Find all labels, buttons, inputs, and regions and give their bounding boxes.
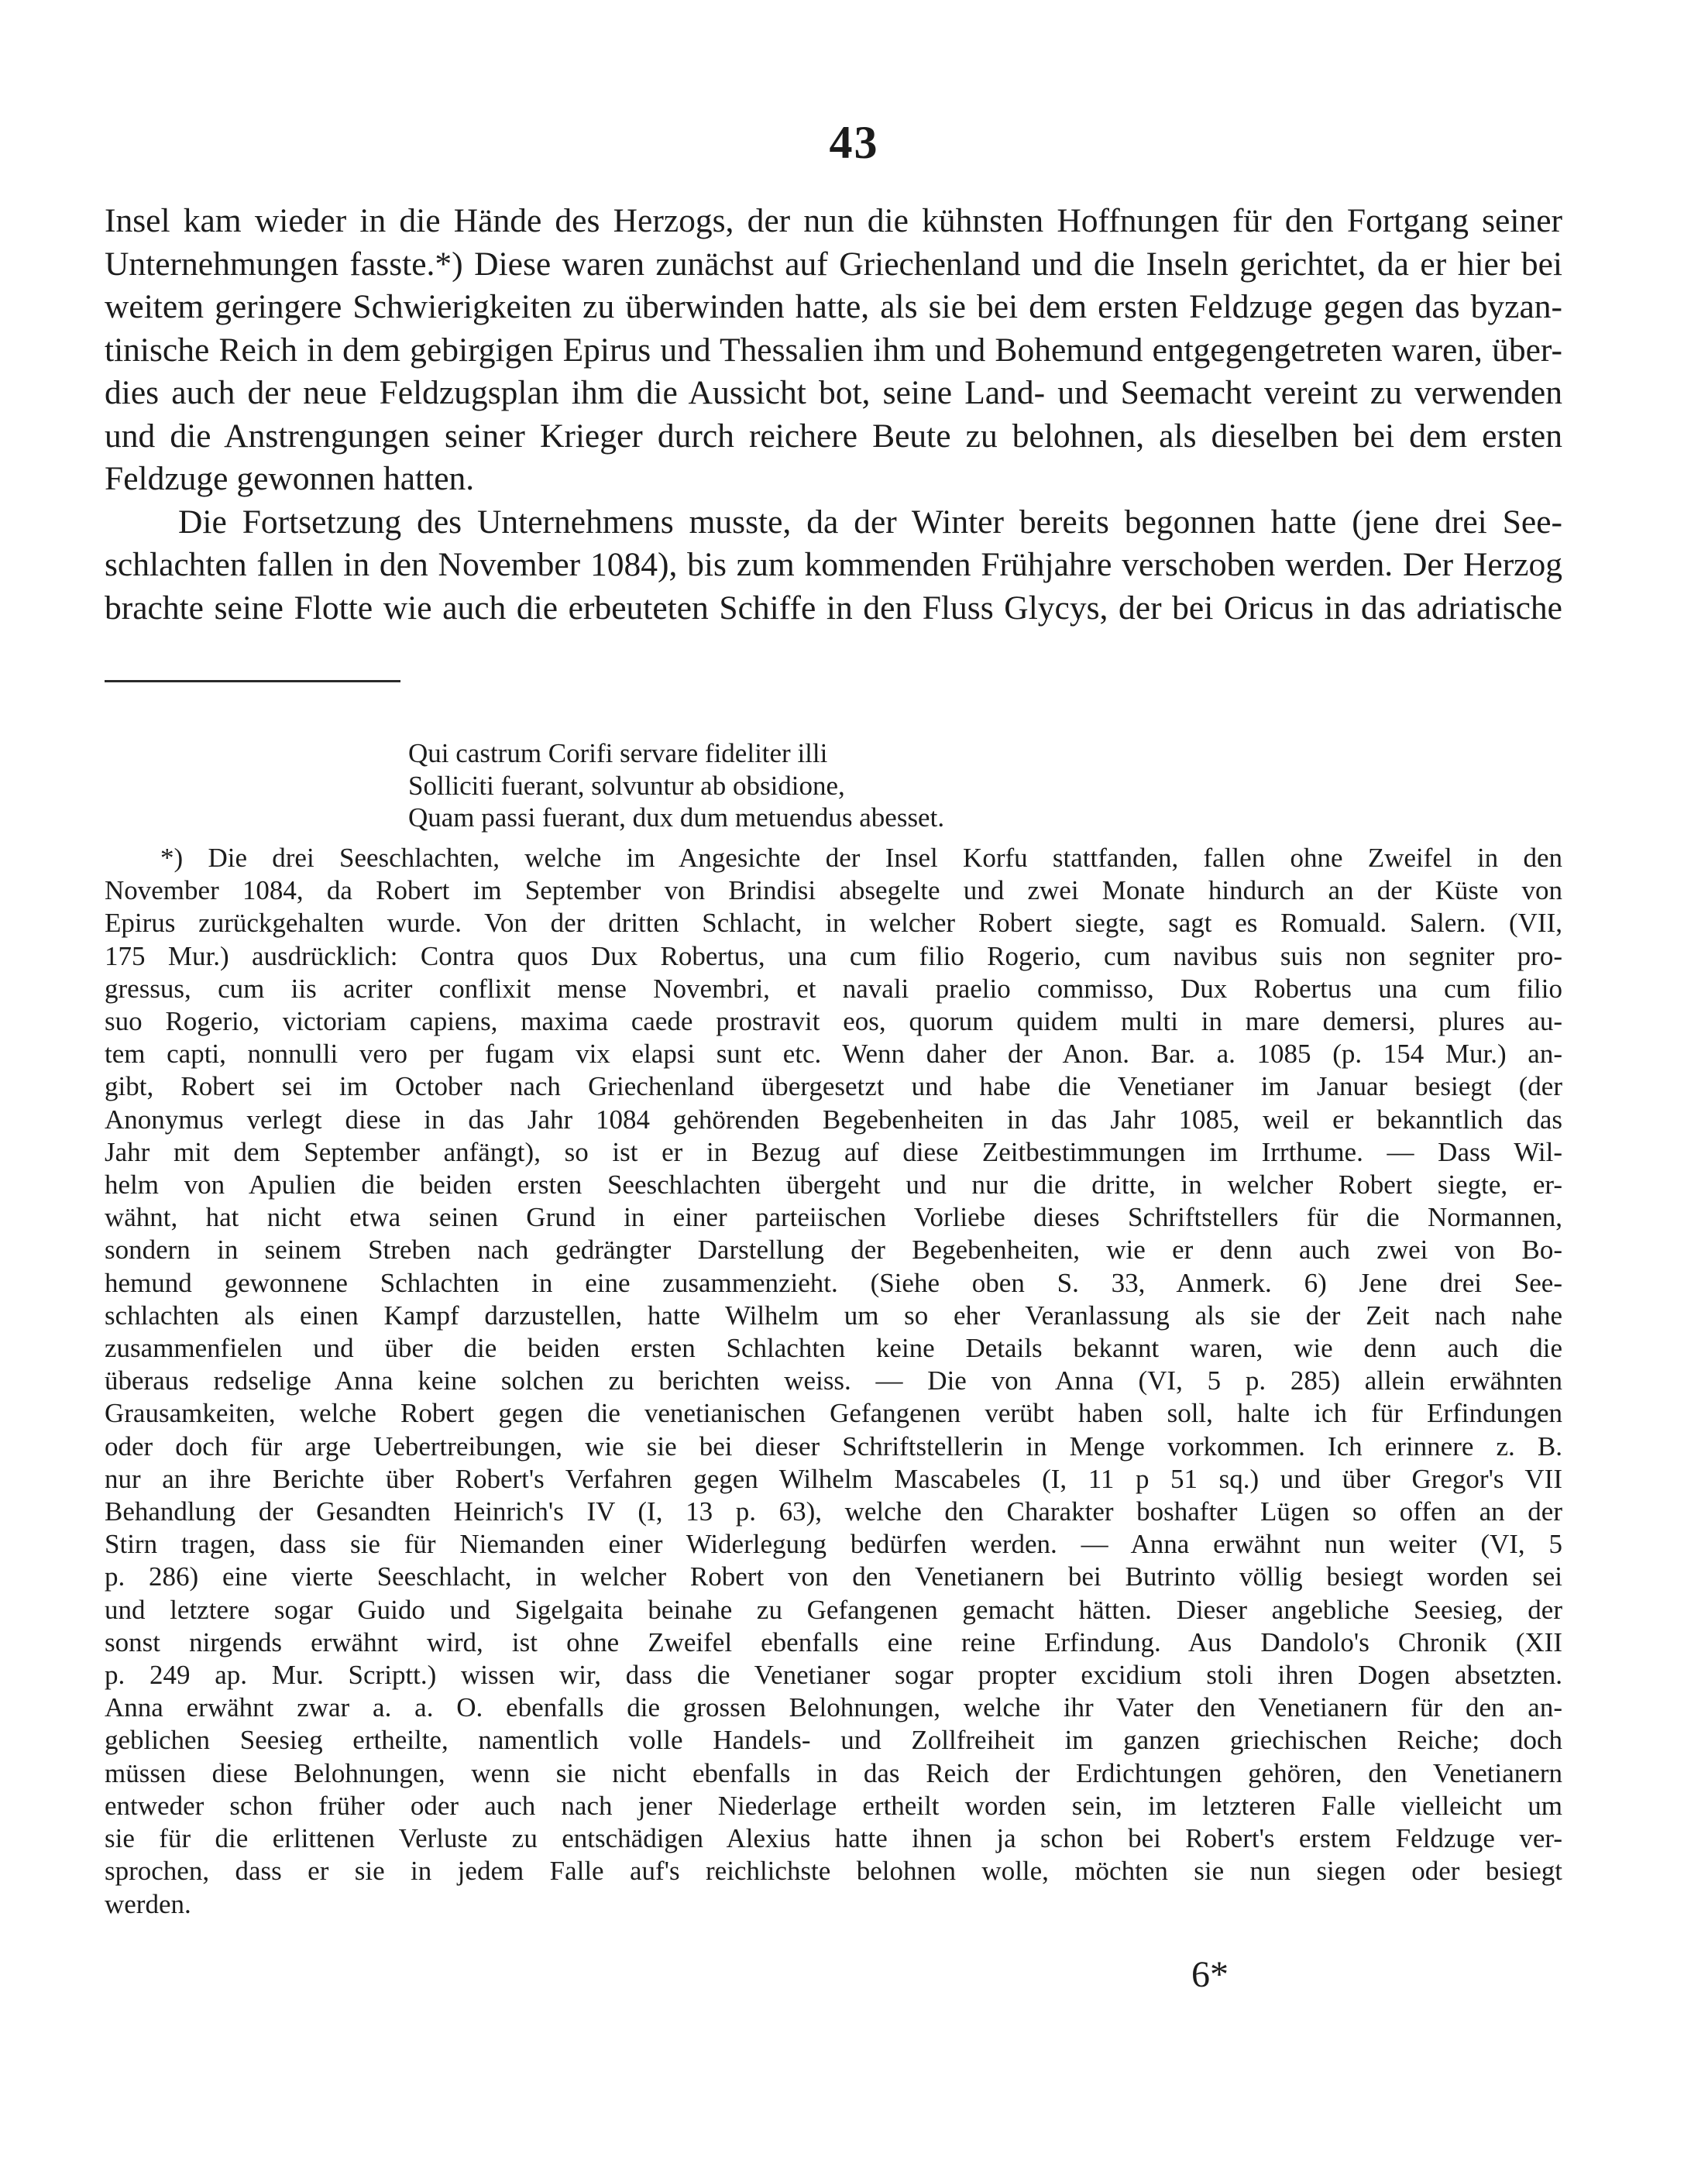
footnote-line: gressus, cum iis acriter conflixit mense Novembri, et navali praelio commisso, Dux Robertus una cum filio [105,973,1562,1004]
footnote-line: sondern in seinem Streben nach gedrängter Darstellung der Begebenheiten, wie er denn auch zwei von Bo- [105,1235,1562,1266]
footnote-line: sprochen, dass er sie in jedem Falle auf's reichlichste belohnen wolle, möchten sie nun siegen oder besiegt [105,1856,1562,1887]
footnote-line: Grausamkeiten, welche Robert gegen die venetianischen Gefangenen verübt haben soll, halte ich für Erfindungen [105,1398,1562,1429]
sheet-signature: 6* [1191,1954,1229,1995]
body-line: weitem geringere Schwierigkeiten zu überwinden hatte, als sie bei dem ersten Feldzuge gegen das byzan- [105,288,1562,325]
footnote-line: p. 286) eine vierte Seeschlacht, in welcher Robert von den Venetianern bei Butrinto völlig besiegt worden sei [105,1561,1562,1592]
footnote-line: suo Rogerio, victoriam capiens, maxima caede prostravit eos, quorum quidem multi in mare demersi, plures au- [105,1006,1562,1037]
body-line: und die Anstrengungen seiner Krieger durch reichere Beute zu belohnen, als dieselben bei dem ersten [105,417,1562,455]
verse-quotation [408,737,944,834]
footnote-line: 175 Mur.) ausdrücklich: Contra quos Dux Robertus, una cum filio Rogerio, cum navibus suis non segniter pro- [105,940,1562,971]
footnote-line: gibt, Robert sei im October nach Griechenland übergesetzt und habe die Venetianer im Januar besiegt (der [105,1071,1562,1102]
footnote-text [105,842,1562,1921]
footnote-line: *) Die drei Seeschlachten, welche im Angesichte der Insel Korfu stattfanden, fallen ohne Zweifel in den [160,843,1562,873]
body-line: schlachten fallen in den November 1084), bis zum kommenden Frühjahre verschoben werden. Der Herzog [105,546,1562,583]
footnote-line: Behandlung der Gesandten Heinrich's IV (I, 13 p. 63), welche den Charakter boshafter Lügen so offen an der [105,1496,1562,1527]
body-line: Insel kam wieder in die Hände des Herzogs, der nun die kühnsten Hoffnungen für den Fortgang seiner [105,202,1562,239]
footnote-line: tem capti, nonnulli vero per fugam vix elapsi sunt etc. Wenn daher der Anon. Bar. a. 1085 (p. 154 Mur.) an- [105,1039,1562,1070]
footnote-line: wähnt, hat nicht etwa seinen Grund in einer parteiischen Vorliebe dieses Schriftstellers für die Normannen, [105,1202,1562,1233]
footnote-separator-rule [105,680,400,682]
body-line: dies auch der neue Feldzugsplan ihm die Aussicht bot, seine Land- und Seemacht vereint zu verwenden [105,374,1562,411]
footnote-line: nur an ihre Berichte über Robert's Verfahren gegen Wilhelm Mascabeles (I, 11 p 51 sq.) und über Gregor's VII [105,1463,1562,1494]
footnote-line: Anonymus verlegt diese in das Jahr 1084 gehörenden Begebenheiten in das Jahr 1085, weil er bekanntlich das [105,1104,1562,1135]
footnote-line: zusammenfielen und über die beiden ersten Schlachten keine Details bekannt waren, wie denn auch die [105,1333,1562,1364]
footnote-line: oder doch für arge Uebertreibungen, wie sie bei dieser Schriftstellerin in Menge vorkommen. Ich erinnere z. B. [105,1431,1562,1461]
footnote-line: hemund gewonnene Schlachten in eine zusammenzieht. (Siehe oben S. 33, Anmerk. 6) Jene drei See- [105,1267,1562,1298]
footnote-line: helm von Apulien die beiden ersten Seeschlachten übergeht und nur die dritte, in welcher Robert siegte, er- [105,1170,1562,1200]
verse-line: Qui castrum Corifi servare fideliter illi [408,738,828,768]
footnote-line: und letztere sogar Guido und Sigelgaita beinahe zu Gefangenen gemacht hätten. Dieser angebliche Seesieg, der [105,1594,1562,1625]
footnote-line: entweder schon früher oder auch nach jener Niederlage ertheilt worden sein, im letzteren Falle vielleicht um [105,1790,1562,1821]
body-line: brachte seine Flotte wie auch die erbeuteten Schiffe in den Fluss Glycys, der bei Oricus in das adriatische [105,589,1562,627]
footnote-line: Jahr mit dem September anfängt), so ist er in Bezug auf diese Zeitbestimmungen im Irrthume. — Dass Wil- [105,1136,1562,1167]
main-body-text [105,200,1562,630]
body-line: tinische Reich in dem gebirgigen Epirus und Thessalien ihm und Bohemund entgegengetreten waren, über- [105,331,1562,369]
footnote-line: Stirn tragen, dass sie für Niemanden einer Widerlegung bedürfen werden. — Anna erwähnt nun weiter (VI, 5 [105,1529,1562,1560]
verse-line: Solliciti fuerant, solvuntur ab obsidione, [408,770,845,801]
footnote-line: werden. [105,1888,191,1919]
footnote-line: schlachten als einen Kampf darzustellen, hatte Wilhelm um so eher Veranlassung als sie der Zeit nach nahe [105,1300,1562,1331]
footnote-line: Anna erwähnt zwar a. a. O. ebenfalls die grossen Belohnungen, welche ihr Vater den Venetianern für den an- [105,1692,1562,1723]
footnote-line: sie für die erlittenen Verluste zu entschädigen Alexius hatte ihnen ja schon bei Robert's erstem Feldzuge ver- [105,1823,1562,1854]
footnote-line: November 1084, da Robert im September von Brindisi absegelte und zwei Monate hindurch an der Küste von [105,875,1562,906]
verse-line: Quam passi fuerant, dux dum metuendus abesset. [408,802,945,833]
page-number: 43 [829,117,879,168]
footnote-line: Epirus zurückgehalten wurde. Von der dritten Schlacht, in welcher Robert siegte, sagt es Romuald. Salern. (VII, [105,908,1562,939]
footnote-line: sonst nirgends erwähnt wird, ist ohne Zweifel ebenfalls eine reine Erfindung. Aus Dandolo's Chronik (XII [105,1626,1562,1657]
body-line: Feldzuge gewonnen hatten. [105,460,475,497]
footnote-line: geblichen Seesieg ertheilte, namentlich volle Handels- und Zollfreiheit im ganzen griechischen Reiche; doch [105,1725,1562,1756]
footnote-line: überaus redselige Anna keine solchen zu berichten weiss. — Die von Anna (VI, 5 p. 285) allein erwähnten [105,1365,1562,1396]
footnote-line: p. 249 ap. Mur. Scriptt.) wissen wir, dass die Venetianer sogar propter excidium stoli ihren Dogen absetzten. [105,1660,1562,1691]
footnote-line: müssen diese Belohnungen, wenn sie nicht ebenfalls in das Reich der Erdichtungen gehören, den Venetianern [105,1757,1562,1788]
body-line: Die Fortsetzung des Unternehmens musste, da der Winter bereits begonnen hatte (jene drei See- [178,503,1562,541]
body-line: Unternehmungen fasste.*) Diese waren zunächst auf Griechenland und die Inseln gerichtet, da er hier bei [105,245,1562,283]
